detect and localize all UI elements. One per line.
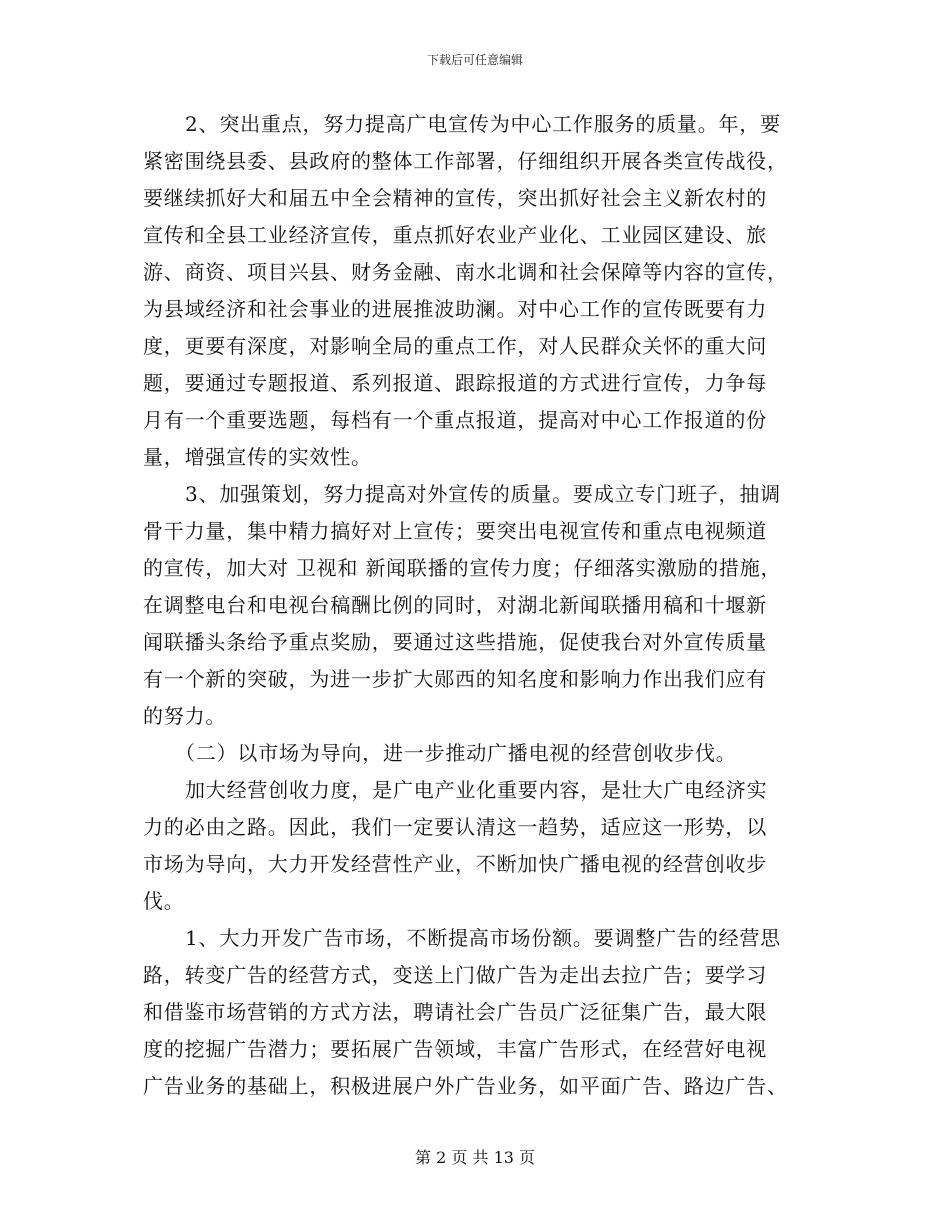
paragraph-line: 度，更要有深度，对影响全局的重点工作，对人民群众关怀的重大问 xyxy=(143,334,767,358)
total-pages: 13 xyxy=(493,1148,514,1167)
paragraph-line: 路，转变广告的经营方式，变送上门做广告为走出去拉广告；要学习 xyxy=(143,963,767,987)
paragraph-line: 量，增强宣传的实效性。 xyxy=(143,445,372,469)
paragraph-line: 加大经营创收力度，是广电产业化重要内容，是壮大广电经济实 xyxy=(185,778,768,802)
paragraph-line: 3、加强策划，努力提高对外宣传的质量。要成立专门班子，抽调 xyxy=(185,482,781,506)
paragraph-line: 市场为导向，大力开发经营性产业，不断加快广播电视的经营创收步 xyxy=(143,852,767,876)
paragraph-line: 广告业务的基础上，积极进展户外广告业务，如平面广告、路边广告、 xyxy=(143,1074,788,1098)
paragraph-line: 的宣传，加大对 卫视和 新闻联播的宣传力度；仔细落实激励的措施， xyxy=(143,556,782,580)
paragraph-line: 和借鉴市场营销的方式方法，聘请社会广告员广泛征集广告，最大限 xyxy=(143,1000,767,1024)
paragraph-line: 闻联播头条给予重点奖励，要通过这些措施，促使我台对外宣传质量 xyxy=(143,630,767,654)
paragraph-line: 要继续抓好大和届五中全会精神的宣传，突出抓好社会主义新农村的 xyxy=(143,186,767,210)
paragraph-line: 力的必由之路。因此，我们一定要认清这一趋势，适应这一形势，以 xyxy=(143,815,767,839)
page-footer xyxy=(0,1148,950,1168)
paragraph-line: 游、商资、项目兴县、财务金融、南水北调和社会保障等内容的宣传， xyxy=(143,260,788,284)
paragraph-line: 有一个新的突破，为进一步扩大郧西的知名度和影响力作出我们应有 xyxy=(143,667,767,691)
paragraph-line: 题，要通过专题报道、系列报道、跟踪报道的方式进行宣传，力争每 xyxy=(143,371,767,395)
paragraph-line: 2、突出重点，努力提高广电宣传为中心工作服务的质量。年，要 xyxy=(185,112,781,136)
footer-ye2: 页 xyxy=(519,1148,536,1167)
paragraph-line: 为县域经济和社会事业的进展推波助澜。对中心工作的宣传既要有力 xyxy=(143,297,767,321)
paragraph-line: 骨干力量，集中精力搞好对上宣传；要突出电视宣传和重点电视频道 xyxy=(143,519,767,543)
page-number: 2 xyxy=(436,1148,447,1167)
paragraph-line: 1、大力开发广告市场，不断提高市场份额。要调整广告的经营思 xyxy=(185,926,781,950)
page-header: 下载后可任意编辑 xyxy=(426,53,523,67)
paragraph-line: 紧密围绕县委、县政府的整体工作部署，仔细组织开展各类宣传战役， xyxy=(143,149,788,173)
paragraph-line: 在调整电台和电视台稿酬比例的同时，对湖北新闻联播用稿和十堰新 xyxy=(143,593,767,617)
footer-di: 第 xyxy=(414,1148,431,1167)
paragraph-line: 月有一个重要选题，每档有一个重点报道，提高对中心工作报道的份 xyxy=(143,408,767,432)
paragraph-line: 伐。 xyxy=(143,889,185,913)
section-heading: （二）以市场为导向，进一步推动广播电视的经营创收步伐。 xyxy=(175,741,737,765)
paragraph-line: 宣传和全县工业经济宣传，重点抓好农业产业化、工业园区建设、旅 xyxy=(143,223,767,247)
footer-gong: 共 xyxy=(472,1148,489,1167)
footer-ye: 页 xyxy=(451,1148,468,1167)
paragraph-line: 的努力。 xyxy=(143,704,227,728)
document-body xyxy=(143,106,807,1105)
paragraph-line: 度的挖掘广告潜力；要拓展广告领域，丰富广告形式，在经营好电视 xyxy=(143,1037,767,1061)
